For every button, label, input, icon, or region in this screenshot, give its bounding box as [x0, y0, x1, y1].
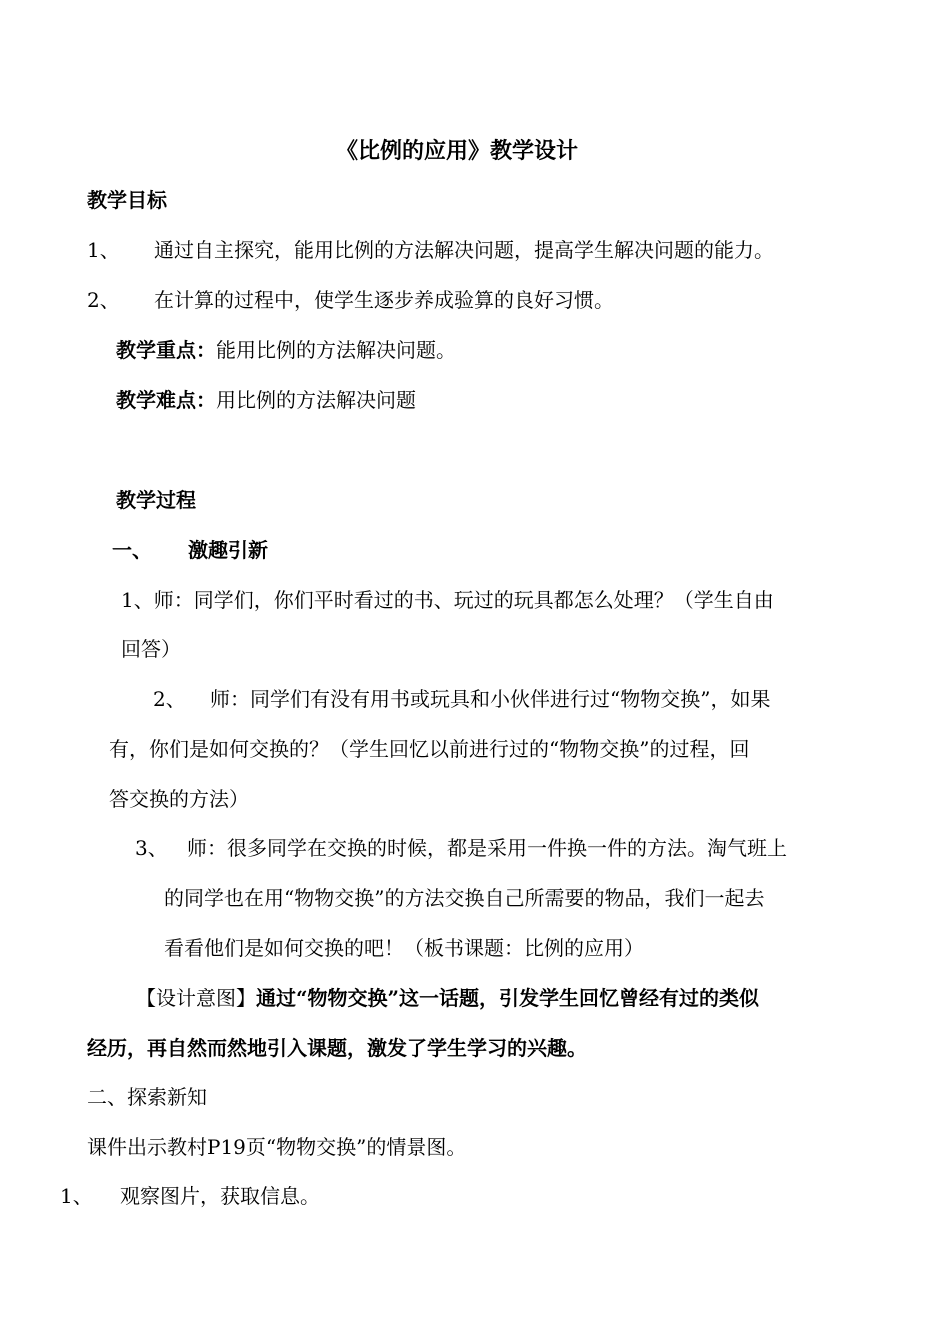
objective-number: 1、	[87, 238, 120, 262]
paragraph-3-line-2: 的同学也在用“物物交换”的方法交换自己所需要的物品，我们一起去	[164, 886, 765, 910]
design-intent-line-1	[136, 986, 759, 1010]
process-heading: 教学过程	[116, 488, 196, 512]
difficult-point-label: 教学难点：	[116, 388, 216, 412]
key-point-label: 教学重点：	[116, 338, 216, 362]
section2-heading: 二、探索新知	[87, 1085, 207, 1109]
difficult-point-text: 用比例的方法解决问题	[216, 388, 416, 412]
objective-text: 在计算的过程中，使学生逐步养成验算的良好习惯。	[154, 288, 614, 312]
paragraph-1-line-1: 1、师：同学们，你们平时看过的书、玩过的玩具都怎么处理？（学生自由	[121, 588, 774, 612]
objective-number: 2、	[87, 288, 120, 312]
paragraph-1-line-2: 回答）	[121, 637, 181, 661]
objective-text: 通过自主探究，能用比例的方法解决问题，提高学生解决问题的能力。	[154, 238, 774, 262]
paragraph-2-line-3: 答交换的方法）	[109, 787, 249, 811]
paragraph-2-number: 2、	[153, 687, 186, 711]
step-1-text: 观察图片，获取信息。	[120, 1184, 320, 1208]
design-intent-text: 通过“物物交换”这一话题，引发学生回忆曾经有过的类似	[256, 986, 760, 1010]
paragraph-3-line-3: 看看他们是如何交换的吧！（板书课题：比例的应用）	[164, 936, 644, 960]
step-1-number: 1、	[60, 1184, 93, 1208]
paragraph-3-number: 3、	[135, 836, 168, 860]
objectives-heading: 教学目标	[87, 188, 167, 212]
paragraph-2-line-2: 有，你们是如何交换的？（学生回忆以前进行过的“物物交换”的过程，回	[109, 737, 750, 761]
key-point-text: 能用比例的方法解决问题。	[216, 338, 456, 362]
section1-number: 一、	[112, 538, 152, 562]
section1-title: 激趣引新	[188, 538, 268, 562]
paragraph-2-line-1: 师：同学们有没有用书或玩具和小伙伴进行过“物物交换”，如果	[210, 687, 771, 711]
section2-intro: 课件出示教村P19页“物物交换”的情景图。	[87, 1135, 467, 1159]
design-intent-line-2: 经历，再自然而然地引入课题，激发了学生学习的兴趣。	[87, 1036, 587, 1060]
difficult-point	[116, 388, 416, 412]
page-title: 《比例的应用》教学设计	[336, 138, 579, 164]
paragraph-3-line-1: 师：很多同学在交换的时候，都是采用一件换一件的方法。淘气班上	[187, 836, 787, 860]
design-intent-label: 【设计意图】	[136, 986, 256, 1010]
key-point	[116, 338, 456, 362]
